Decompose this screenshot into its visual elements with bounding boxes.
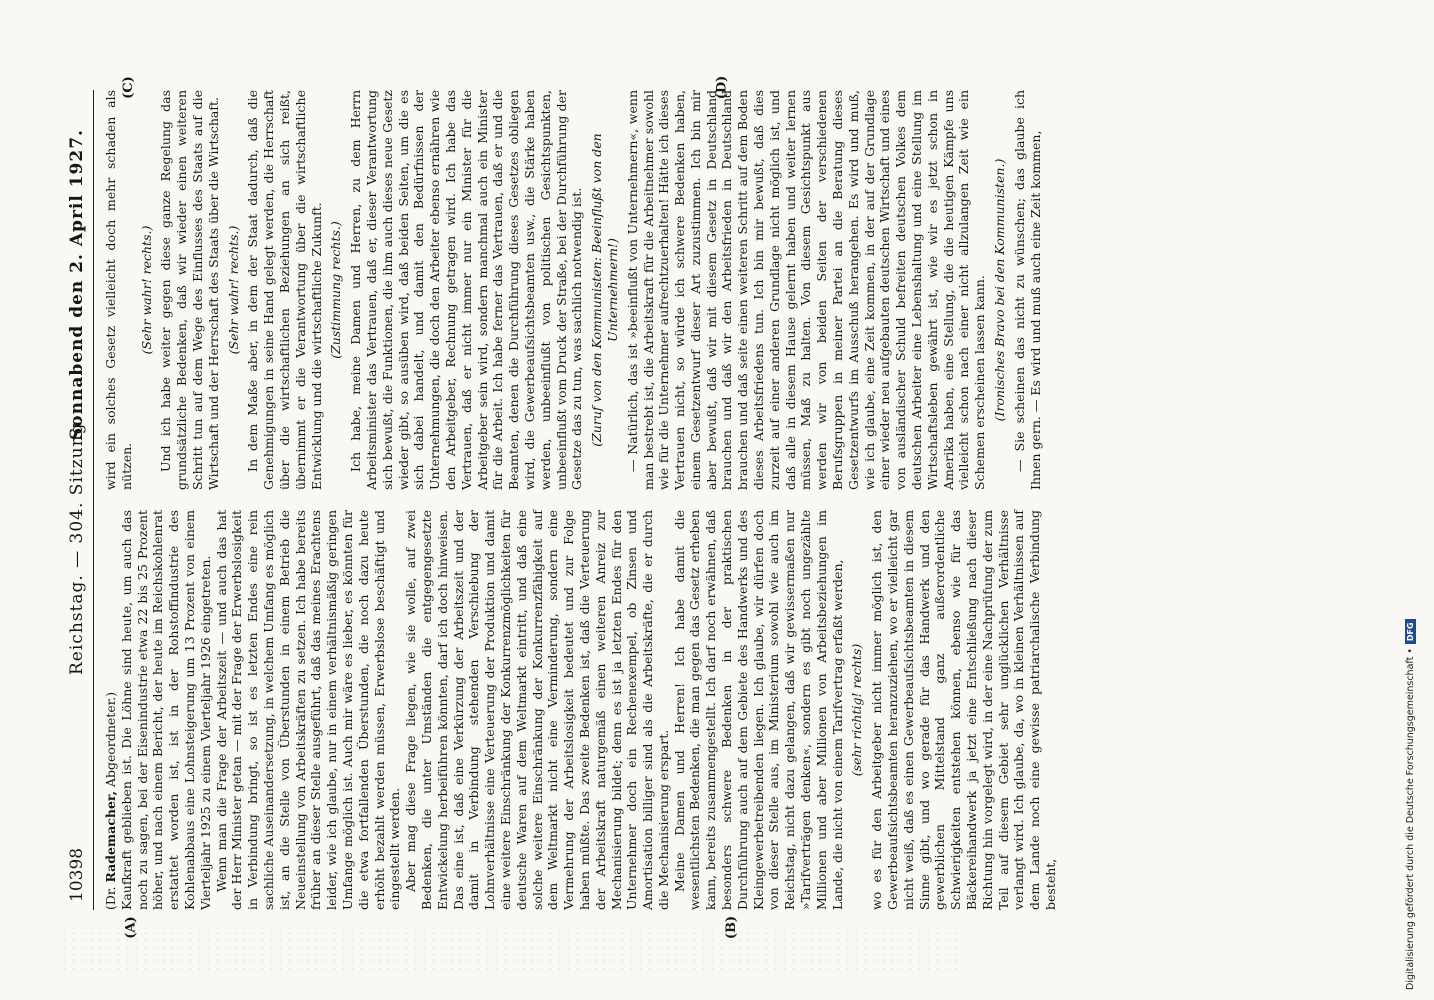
interjection: (sehr richtig! rechts) — [849, 643, 865, 777]
interjection: (Zustimmung rechts.) — [328, 221, 344, 359]
scan-noise — [60, 930, 960, 975]
speaker-line: (Dr. Rademacher, Abgeordneter.) — [103, 691, 118, 910]
margin-marker-b: (B) — [724, 915, 740, 940]
session-title: Reichstag. — 304. Sitzung. — [67, 416, 87, 675]
paragraph: Und ich habe weiter gegen diese ganze Regelung das grundsätzliche Bedenken, daß wir wieder einen weiteren Schritt tun auf dem Wege des Einflusses des Staats auf die Wirtschaft und der Herrschaft des Staats über die Wirtschaft. — [158, 90, 221, 490]
left-column — [103, 510, 1059, 910]
paragraph: In dem Maße aber, in dem der Staat dadurch, daß die Genehmigungen in seine Hand gelegt werden, die Herrschaft über die wirtschaftlichen Beziehungen an sich reißt, übernimmt er die Verantwortung über die wirtschaftliche Entwicklung und die wirtschaftliche Zukunft. — [245, 90, 324, 490]
right-column — [103, 90, 1043, 490]
dfg-logo: DFG — [1405, 619, 1416, 644]
interjection: (Zuruf von den Kommunisten: Beeinflußt von den Unternehmern!) — [589, 133, 620, 447]
paragraph: Ich habe, meine Damen und Herren, zu dem Herrn Arbeitsminister das Vertrauen, daß er, dieser Verantwortung sich bewußt, die Funktionen, die ihm auch dieses neue Gesetz wieder gibt, so ausüben wird, daß beiden Seiten, um die es sich dabei handelt, und damit den Bedürfnissen der Unternehmungen, die doch den Arbeiter ebenso ernähren wie den Arbeitgeber, Rechnung getragen wird. Ich habe das Vertrauen, daß er nicht immer nur ein Minister für die Arbeitgeber sein wird, sondern manchmal auch ein Minister für die Arbeit. Ich habe ferner das Vertrauen, daß er und die Beamten, denen die Durchführung dieses Gesetzes obliegen wird, die Gewerbeaufsichtsbeamten usw., die Stärke haben werden, unbeeinflußt von politischen Gesichtspunkten, unbeeinflußt vom Druck der Straße, bei der Durchführung der Gesetze das zu tun, was sachlich notwendig ist. — [348, 90, 585, 490]
margin-marker-a: (A) — [123, 916, 139, 939]
margin-marker-d: (D) — [714, 75, 730, 100]
paragraph: Kaufkraft geblieben ist. Die Löhne sind heute, um auch das noch zu sagen, bei der Eisenindustrie etwa 22 bis 25 Prozent höher, und nach einem Bericht, der heute im Reichskohlenrat erstattet worden ist, ist in der Rohstoffindustrie des Kohlenabbaus eine Lohnsteigerung um 13 Prozent von einem Vierteljahr 1925 zu einem Vierteljahr 1926 eingetreten. — [118, 510, 213, 910]
interjection: (Ironisches Bravo bei den Kommunisten.) — [992, 158, 1008, 422]
digitization-note — [1405, 10, 1419, 990]
paragraph: wo es für den Arbeitgeber nicht immer möglich ist, den Gewerbeaufsichtsbeamten heranzuziehen, wo er vielleicht gar nicht weiß, daß es einen Gewerbeaufsichtsbeamten in diesem Sinne gibt, und wo gerade für das Handwerk und den gewerblichen Mittelstand ganz außerordentliche Schwierigkeiten entstehen können, ebenso wie für das Bäckereihandwerk ja jetzt eine Entschließung nach dieser Richtung hin vorgelegt wird, in der eine Nachprüfung der zum Teil auf diesem Gebiet sehr unglücklichen Verhältnisse verlangt wird. Ich glaube, da, wo in kleinen Verhältnissen auf dem Lande noch eine gewisse patriarchalische Verbindung besteht, — [869, 510, 1059, 910]
interjection: (Sehr wahr! rechts.) — [138, 225, 154, 355]
paragraph: Meine Damen und Herren! Ich habe damit die wesentlichsten Bedenken, die man gegen das Gesetz erheben kann, bereits zusammengestellt. Ich darf noch erwähnen, daß besonders schwere Bedenken in der praktischen Durchführung auch auf dem Gebiete des Handwerks und des Kleingewerbetreibenden liegen. Ich glaube, wir dürfen doch von dieser Stelle aus, im Ministerium sowohl wie auch im Reichstag, nicht dazu gelangen, daß wir gewissermaßen nur »Tarifverträgen denken«, sondern es gibt noch ungezählte Millionen und aber Millionen von Arbeitsbeziehungen im Lande, die nicht von einem Tarifvertrag erfaßt werden, — [671, 510, 845, 910]
paragraph: — Natürlich, das ist »beeinflußt von Unternehmern«, wenn man bestrebt ist, die Arbeitskraft für die Arbeitnehmer sowohl wie für die Unternehmer aufrechtzuerhalten! Hätte ich dieses Vertrauen nicht, so würde ich schwere Bedenken haben, einem Gesetzentwurf dieser Art zuzustimmen. Ich bin mir aber bewußt, daß wir mit diesem Gesetz in Deutschland brauchen und daß wir den Arbeitsfrieden in Deutschland brauchen und daß seite einen weiteren Schritt auf dem Boden dieses Arbeitsfriedens tun. Ich bin mir bewußt, daß dies zurzeit auf einer anderen Grundlage nicht möglich ist, und daß alle in diesem Hause gelernt haben und weiter lernen müssen, Maß zu halten. Von diesem Gesichtspunkt aus werden wir von beiden Seiten der verschiedenen Berufsgruppen in meiner Partei an die Beratung dieses Gesetzentwurfs im Ausschuß herangehen. Es wird und muß, wie ich glaube, eine Zeit kommen, in der auf der Grundlage einer wieder neu aufgebauten deutschen Wirtschaft und eines von ausländischer Schuld befreiten deutschen Volkes dem deutschen Arbeiter eine Lebenshaltung und eine Stellung im Wirtschaftsleben gewährt ist, wie wir es jetzt schon in Amerika haben, eine Stellung, die die heutigen Kämpfe uns vielleicht schon nach einer nicht allzulangen Zeit wie ein Schemen erscheinen lassen kann. — [624, 90, 988, 490]
paragraph: wird ein solches Gesetz vielleicht doch mehr schaden als nützen. — [103, 90, 134, 490]
paragraph: Aber mag diese Frage liegen, wie sie wolle, auf zwei Bedenken, die unter Umständen die entgegengesetzte Entwickelung herbeiführen könnten, darf ich doch hinweisen. Das eine ist, daß eine Verkürzung der Arbeitszeit und der damit in Verbindung stehenden Verschiebung der Lohnverhältnisse eine Verteuerung der Produktion und damit eine weitere Einschränkung der Konkurrenzmöglichkeiten für deutsche Waren auf dem Weltmarkt eintritt, und daß eine solche weitere Einschränkung der Konkurrenzfähigkeit auf dem Weltmarkt nicht eine Verminderung, sondern eine Vermehrung der Arbeitslosigkeit bedeutet und zur Folge haben müßte. Das zweite Bedenken ist, daß die Verteuerung der Arbeitskraft naturgemäß einen weiteren Anreiz zur Mechanisierung bildet; denn es ist ja letzten Endes für den Unternehmer doch ein Rechenexempel, ob Zinsen und Amortisation billiger sind als die Arbeitskräfte, die er durch die Mechanisierung erspart. — [403, 510, 671, 910]
speaker-name: Rademacher, — [103, 791, 118, 883]
interjection: (Sehr wahr! rechts.) — [225, 225, 241, 355]
rotated-document-page — [65, 90, 1315, 910]
margin-marker-c: (C) — [120, 76, 136, 99]
session-date: Sonnabend den 2. April 1927. — [67, 129, 87, 440]
page-number: 10398 — [67, 847, 87, 902]
page-header — [65, 90, 94, 910]
paragraph: Wenn man die Frage der Arbeitszeit — und auch das hat der Herr Minister getan — mit der Frage der Erwerbslosigkeit in Verbindung bringt, so ist es letzten Endes eine rein sachliche Auseinandersetzung, in welchem Umfang es möglich ist, an die Stelle von Überstunden in einem Betrieb die Neueinstellung von Arbeitskräften zu setzen. Ich habe bereits früher an dieser Stelle ausgeführt, daß das meines Erachtens leider, wie ich glaube, nur in einem verhältnismäßig geringen Umfange möglich ist. Auch mir wäre es lieber, es könnten für die etwa fortfallenden Überstunden, die noch dazu heute erhöht bezahlt werden müssen, Erwerbslose beschäftigt und eingestellt werden. — [213, 510, 403, 910]
funding-note-text: Digitalisierung gefördert durch die Deutsche Forschungsgemeinschaft • — [1405, 648, 1416, 990]
paragraph: — Sie scheinen das nicht zu wünschen; das glaube ich Ihnen gern. — Es wird und muß auch eine Zeit kommen, — [1011, 90, 1043, 490]
